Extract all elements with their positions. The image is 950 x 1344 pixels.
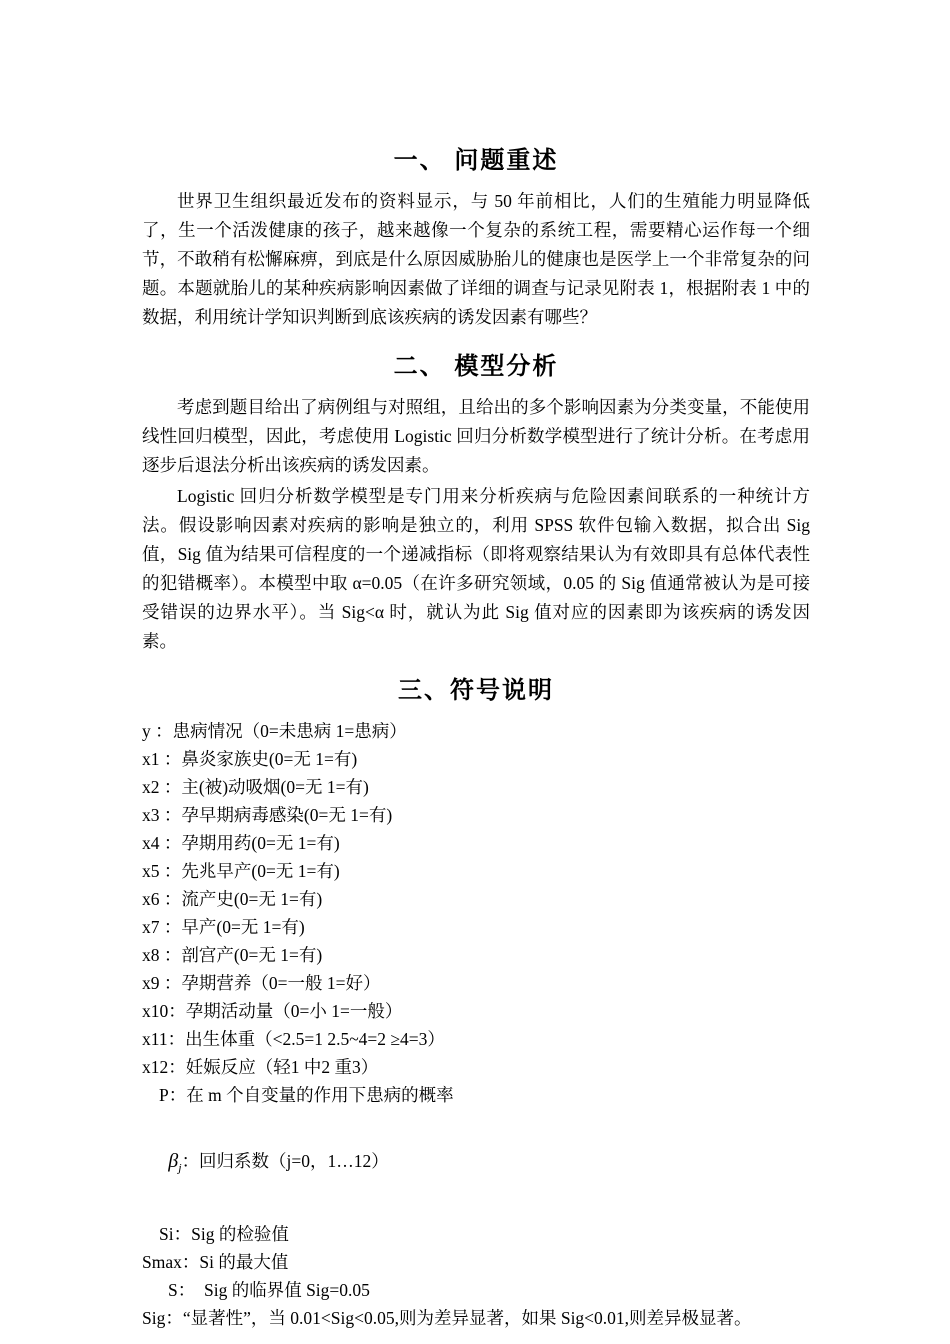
symbol-line-x9: x9 ：孕期营养（0=一般 1=好） bbox=[142, 973, 381, 993]
symbol-line-beta bbox=[142, 1119, 810, 1210]
symbol-line-y: y ：患病情况（0=未患病 1=患病） bbox=[142, 721, 407, 741]
symbol-list bbox=[142, 717, 810, 1332]
symbol-line-x10: x10：孕期活动量（0=小 1=一般） bbox=[142, 1001, 403, 1021]
section-heading-symbol-explanation: 三、符号说明 bbox=[398, 677, 554, 704]
symbol-line-s: S： Sig 的临界值 Sig=0.05 bbox=[168, 1279, 370, 1300]
paragraph-problem-restatement: 世界卫生组织最近发布的资料显示，与 50 年前相比，人们的生殖能力明显降低了，生一个活泼健康的孩子，越来越像一个复杂的系统工程，需要精心运作每一个细节，不敢稍有松懈麻痹，到底是什么原因威胁胎儿的健康也是医学上一个非常复杂的问题。本题就胎儿的某种疾病影响因素做了详细的调查与记录见附表 1，根据附表 1 中的数据，利用统计学知识判断到底该疾病的诱发因素有哪些？ bbox=[142, 191, 810, 327]
symbol-line-p: P：在 m 个自变量的作用下患病的概率 bbox=[159, 1085, 454, 1105]
symbol-line-x4: x4 ：孕期用药(0=无 1=有) bbox=[142, 833, 340, 853]
symbol-line-x8: x8 ：剖宫产(0=无 1=有) bbox=[142, 945, 323, 965]
section-heading-problem-restatement: 一、 问题重述 bbox=[393, 147, 559, 174]
symbol-line-x7: x7 ：早产(0=无 1=有) bbox=[142, 917, 305, 937]
paragraph-model-analysis-1: 考虑到题目给出了病例组与对照组，且给出的多个影响因素为分类变量，不能使用线性回归模型，因此，考虑使用 Logistic 回归分析数学模型进行了统计分析。在考虑用逐步后退法分析出该疾病的诱发因素。 bbox=[142, 397, 810, 475]
symbol-line-smax: Smax：Si 的最大值 bbox=[142, 1251, 289, 1272]
beta-symbol: β bbox=[168, 1150, 179, 1172]
symbol-line-x2: x2 ：主(被)动吸烟(0=无 1=有) bbox=[142, 777, 369, 797]
beta-definition-text: ：回归系数（j=0，1…12） bbox=[181, 1151, 389, 1171]
symbol-line-x6: x6 ：流产史(0=无 1=有) bbox=[142, 889, 323, 909]
symbol-line-x12: x12：妊娠反应（轻1 中2 重3） bbox=[142, 1057, 379, 1077]
symbol-line-x1: x1 ：鼻炎家族史(0=无 1=有) bbox=[142, 749, 358, 769]
symbol-line-x5: x5 ：先兆早产(0=无 1=有) bbox=[142, 861, 340, 881]
symbol-line-si: Si：Sig 的检验值 bbox=[159, 1223, 289, 1244]
beta-subscript: j bbox=[178, 1160, 182, 1175]
symbol-line-x3: x3 ：孕早期病毒感染(0=无 1=有) bbox=[142, 805, 393, 825]
symbol-line-x11: x11：出生体重（<2.5=1 2.5~4=2 ≥4=3） bbox=[142, 1029, 445, 1049]
section-heading-model-analysis: 二、 模型分析 bbox=[393, 353, 559, 380]
paragraph-model-analysis-2: Logistic 回归分析数学模型是专门用来分析疾病与危险因素间联系的一种统计方法。假设影响因素对疾病的影响是独立的，利用 SPSS 软件包输入数据，拟合出 Sig 值，Sig 值为结果可信程度的一个递减指标（即将观察结果认为有效即具有总体代表性的犯错概率）。本模型中取 α=0.05（在许多研究领域，0.05 的 Sig 值通常被认为是可接受错误的边界水平）。当 Sig<α 时，就认为此 Sig 值对应的因素即为该疾病的诱发因素。 bbox=[142, 486, 810, 651]
symbol-line-sig: Sig：“显著性”，当 0.01<Sig<0.05,则为差异显著，如果 Sig<0.01,则差异极显著。 bbox=[142, 1307, 752, 1328]
